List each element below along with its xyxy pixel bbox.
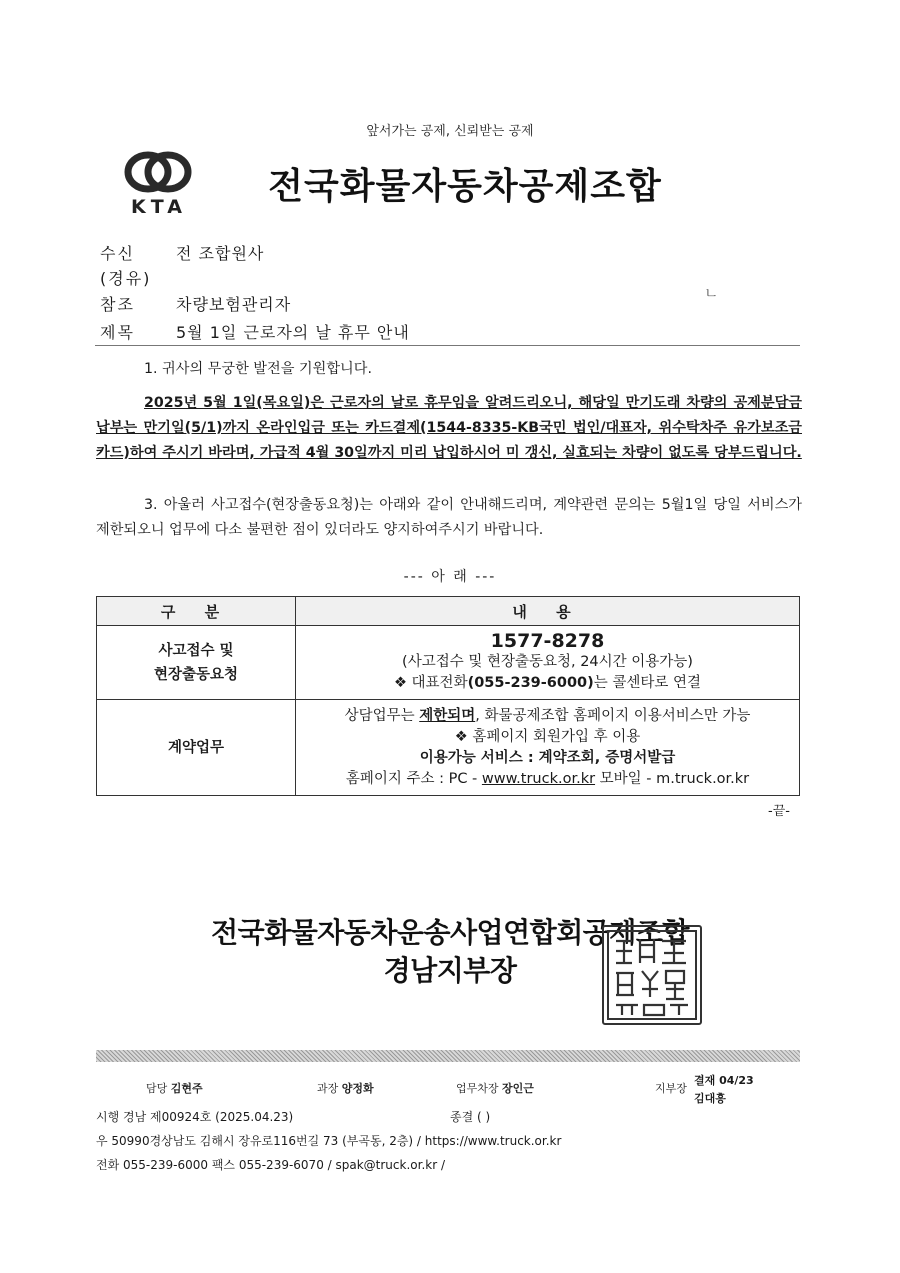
logo-text: KTA: [131, 196, 187, 218]
accident-phone: 1577-8278: [490, 630, 605, 652]
via-label: (경유): [100, 269, 152, 288]
homepage-link[interactable]: www.truck.or.kr: [481, 770, 596, 787]
row-content-accident: 1577-8278 (사고접수 및 현장출동요청, 24시간 이용가능) ❖ 대표전화(055-239-6000)는 콜센타로 연결: [296, 626, 800, 700]
approval-head-label: 지부장: [655, 1082, 687, 1095]
header-divider: [95, 345, 800, 346]
paragraph-3: 3. 아울러 사고접수(현장출동요청)는 아래와 같이 안내해드리며, 계약관련 문의는 5월1일 당일 서비스가 제한되오니 업무에 다소 불편한 점이 있더라도 양지하여주시기 바랍니다.: [96, 497, 802, 538]
kta-logo: [118, 150, 198, 222]
recipient-label: 수신: [100, 244, 135, 263]
org-title: 전국화물자동차공제조합: [268, 166, 662, 207]
sender-block: [0, 914, 900, 990]
paragraph-2-text: 2025년 5월 1일(목요일)은 근로자의 날로 휴무임을 알려드리오니, 해당일 만기도래 차량의 공제분담금 납부는 만기일(5/1)까지 온라인입금 또는 카드결제(1544-8335-KB국민 법인/대표자, 위수탁차주 유가보조금 카드)하여 주시기 바라며, 가급적 4월 30일까지 미리 납입하시어 미 갱신, 실효되는 차량이 없도록 당부드립니다.: [96, 395, 802, 461]
approval-head-status: 결재 04/23: [694, 1074, 754, 1087]
approval-section-chief: 과장 양정화: [317, 1082, 374, 1095]
handwritten-mark: ㄴ: [704, 284, 719, 302]
seal-icon: [604, 927, 700, 1023]
row-category-contract: 계약업무: [97, 700, 296, 796]
paragraph-1: 1. 귀사의 무궁한 발전을 기원합니다.: [144, 361, 372, 377]
motto: 앞서가는 공제, 신뢰받는 공제: [366, 124, 534, 139]
paragraph-2: [96, 391, 802, 466]
enforcement-info: 시행 경남 제00924호 (2025.04.23): [96, 1110, 294, 1124]
table-header-row: [97, 597, 800, 626]
column-header-content: 내 용: [296, 597, 800, 626]
table-row: [97, 626, 800, 700]
subject-label: 제목: [100, 323, 135, 342]
official-seal: [602, 925, 702, 1025]
below-heading: --- 아 래 ---: [403, 569, 497, 585]
table-row: [97, 700, 800, 796]
sender-org: 전국화물자동차운송사업연합회공제조합: [211, 916, 689, 949]
end-mark: -끝-: [768, 804, 790, 819]
receipt-info: 종결 ( ): [450, 1110, 491, 1124]
service-table: [96, 596, 800, 796]
reference-label: 참조: [100, 295, 135, 314]
recipient-value: 전 조합원사: [176, 244, 265, 263]
approval-staff: 담당 김현주: [146, 1082, 203, 1095]
sender-title: 경남지부장: [383, 954, 517, 987]
approval-head-name: 김대흥: [694, 1092, 726, 1105]
address-info: 우 50990경상남도 김해시 장유로116번길 73 (부곡동, 2층) / https://www.truck.or.kr: [96, 1134, 562, 1148]
footer-divider: [96, 1050, 800, 1062]
row-category-accident: 사고접수 및 현장출동요청: [97, 626, 296, 700]
logo-emblem-icon: [118, 150, 198, 196]
reference-value: 차량보험관리자: [176, 295, 292, 314]
column-header-category: 구 분: [97, 597, 296, 626]
approval-deputy: 업무차장 장인근: [456, 1082, 534, 1095]
row-content-contract: 상담업무는 제한되며, 화물공제조합 홈페이지 이용서비스만 가능 ❖ 홈페이지 회원가입 후 이용 이용가능 서비스 : 계약조회, 증명서발급 홈페이지 주소 : PC - www.truck.or.kr 모바일 - m.truck.or.kr: [296, 700, 800, 796]
contact-info: 전화 055-239-6000 팩스 055-239-6070 / spak@truck.or.kr /: [96, 1158, 446, 1172]
main-phone: (055-239-6000): [467, 675, 594, 691]
subject-value: 5월 1일 근로자의 날 휴무 안내: [176, 323, 410, 342]
